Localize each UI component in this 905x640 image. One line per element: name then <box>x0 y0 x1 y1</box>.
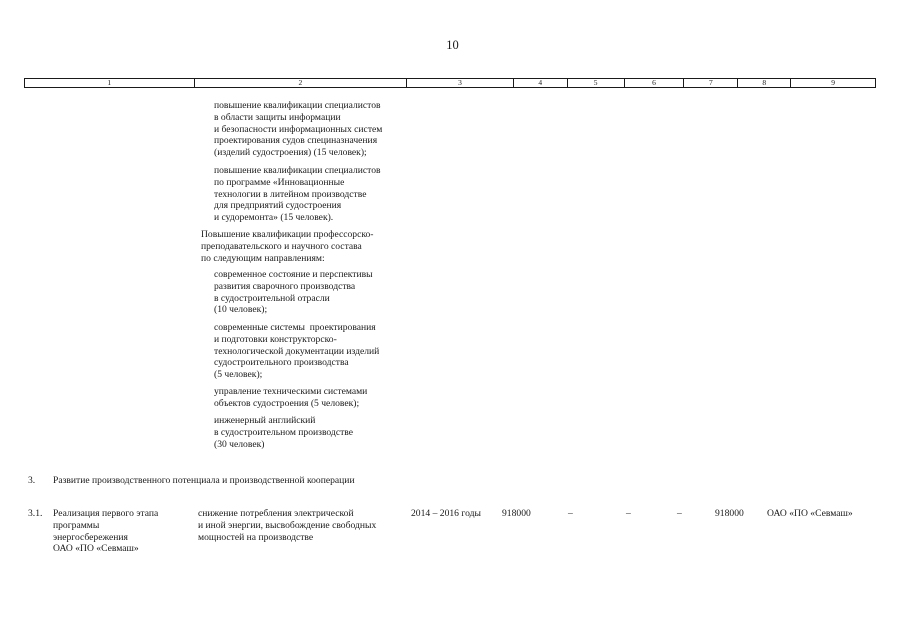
training-item-design-systems: современные системы проектирования и подготовки конструкторско- технологической документации изделий судостроительного производства (5 человек); <box>214 322 380 381</box>
training-item-foundry-technologies: повышение квалификации специалистов по программе «Инновационные технологии в литейном производстве для предприятий судостроения и судоремонта» (15 человек). <box>214 165 381 224</box>
column-number-1: 1 <box>25 79 195 87</box>
row-number: 3.1. <box>28 508 43 519</box>
page-number: 10 <box>446 38 459 52</box>
column-number-9: 9 <box>831 78 835 87</box>
column-number-6: 6 <box>625 79 685 87</box>
row-col8-value: 918000 <box>715 508 744 519</box>
training-item-engineering-english: инженерный английский в судостроительном производстве (30 человек) <box>214 415 353 450</box>
column-number-5: 5 <box>568 79 625 87</box>
row-col7-value: – <box>677 508 682 519</box>
training-item-technical-systems: управление техническими системами объектов судостроения (5 человек); <box>214 386 368 409</box>
section-number: 3. <box>28 475 36 486</box>
training-faculty-intro: Повышение квалификации профессорско- преподавательского и научного состава по следующим направлениям: <box>201 229 374 264</box>
column-number-header <box>24 78 876 88</box>
row-col5-value: – <box>568 508 573 519</box>
column-number-3: 3 <box>407 79 514 87</box>
training-item-welding: современное состояние и перспективы развития сварочного производства в судостроительной отрасли (10 человек); <box>214 269 373 316</box>
section-title: Развитие производственного потенциала и производственной кооперации <box>53 475 355 486</box>
row-expected-result: снижение потребления электрической и иной энергии, высвобождение свободных мощностей на производстве <box>198 508 377 543</box>
row-col6-value: – <box>626 508 631 519</box>
column-number-7: 7 <box>684 79 738 87</box>
column-number-2: 2 <box>195 79 408 87</box>
column-number-8: 8 <box>738 79 791 87</box>
row-period: 2014 – 2016 годы <box>411 508 481 519</box>
row-measure-name: Реализация первого этапа программы энергосбережения ОАО «ПО «Севмаш» <box>53 508 159 555</box>
training-item-information-security: повышение квалификации специалистов в области защиты информации и безопасности информационных систем проектирования судов специназначения (изделий судостроения) (15 человек); <box>214 100 383 159</box>
column-number-4: 4 <box>514 79 568 87</box>
row-total-funding: 918000 <box>502 508 531 519</box>
row-executor: ОАО «ПО «Севмаш» <box>767 508 853 519</box>
